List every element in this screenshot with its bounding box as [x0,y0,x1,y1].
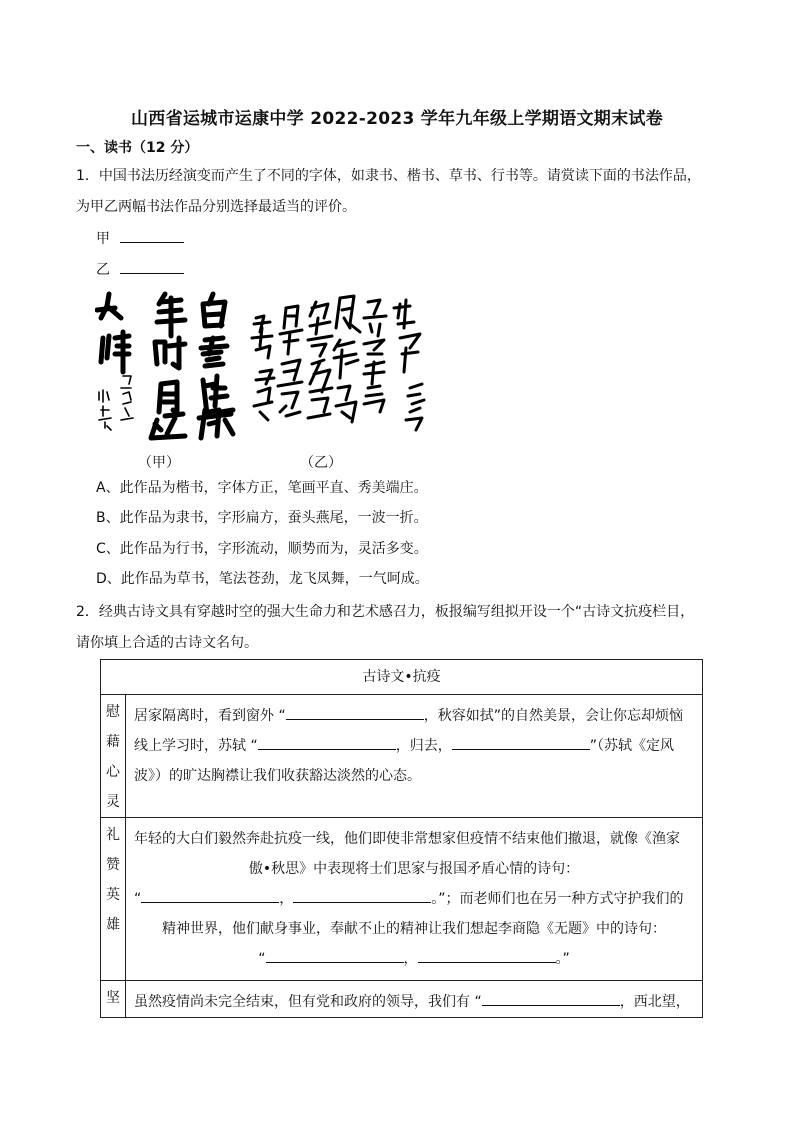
fill-blank[interactable] [418,948,556,963]
poetry-table [100,659,703,1018]
table-row [101,818,703,981]
q1-text-line1: 1．中国书法历经演变而产生了不同的字体，如隶书、楷书、草书、行书等。请赏读下面的书法作品， [76,168,701,184]
table-header: 古诗文•抗疫 [101,660,703,695]
option-c: C、此作品为行书，字形流动，顺势而为，灵活多变。 [96,541,428,557]
section-heading: 一、读书（12 分） [76,140,199,156]
fill-blank[interactable] [258,735,396,750]
answer-yi [96,259,184,280]
q2-text-line2: 请你填上合适的古诗文名句。 [76,635,258,651]
page-title: 山西省运城市运康中学 2022-2023 学年九年级上学期语文期末试卷 [130,109,664,129]
answer-yi-blank[interactable] [120,259,184,274]
option-b: B、此作品为隶书，字形扁方，蚕头燕尾，一波一折。 [96,510,428,526]
row-content-firm: 虽然疫情尚未完全结束，但有党和政府的领导，我们有 “ ，西北望， [126,981,703,1018]
row-content-comfort: 居家隔离时，看到窗外 “ ，秋容如拭”的自然美景，会让你忘却烦恼 线上学习时，苏轼 “ ，归去， ”（苏轼《定风 波》）的旷达胸襟让我们收获豁达淡然的心态。 [126,695,703,818]
table-row [101,981,703,1018]
answer-jia-blank[interactable] [120,228,184,243]
calligraphy-jia-image [95,288,240,443]
table-row [101,695,703,818]
q2-text-line1: 2．经典古诗文具有穿越时空的强大生命力和艺术感召力，板报编写组拟开设一个“古诗文抗疫栏目， [76,604,695,620]
fill-blank[interactable] [452,735,590,750]
row-label-hero: 礼 赞 英 雄 [101,818,126,981]
fill-blank[interactable] [141,888,279,903]
fill-blank[interactable] [293,888,431,903]
row-content-hero: 年轻的大白们毅然奔赴抗疫一线，他们即使非常想家但疫情不结束他们撤退，就像《渔家 傲•秋思》中表现将士们思家与报国矛盾心情的诗句： “ ， 。”；而老师们也在另一种方式守护我们的 精神世界，他们献身事业，奉献不止的精神让我们想起李商隐《无题》中的诗句： “ ， 。” [126,818,703,981]
fill-blank[interactable] [482,991,620,1006]
caption-jia: （甲） [138,455,180,471]
q1-text-line2: 为甲乙两幅书法作品分别选择最适当的评价。 [76,199,356,215]
row-label-comfort: 慰 藉 心 灵 [101,695,126,818]
option-a: A、此作品为楷书，字体方正，笔画平直、秀美端庄。 [96,480,428,496]
answer-yi-label: 乙 [96,262,110,278]
caption-yi: （乙） [300,455,342,471]
answer-jia-label: 甲 [96,231,110,247]
fill-blank[interactable] [266,948,404,963]
calligraphy-yi-image [250,288,428,443]
option-d: D、此作品为草书，笔法苍劲，龙飞凤舞，一气呵成。 [96,571,429,587]
row-label-firm: 坚 [101,981,126,1018]
answer-jia [96,228,184,249]
fill-blank[interactable] [286,705,424,720]
